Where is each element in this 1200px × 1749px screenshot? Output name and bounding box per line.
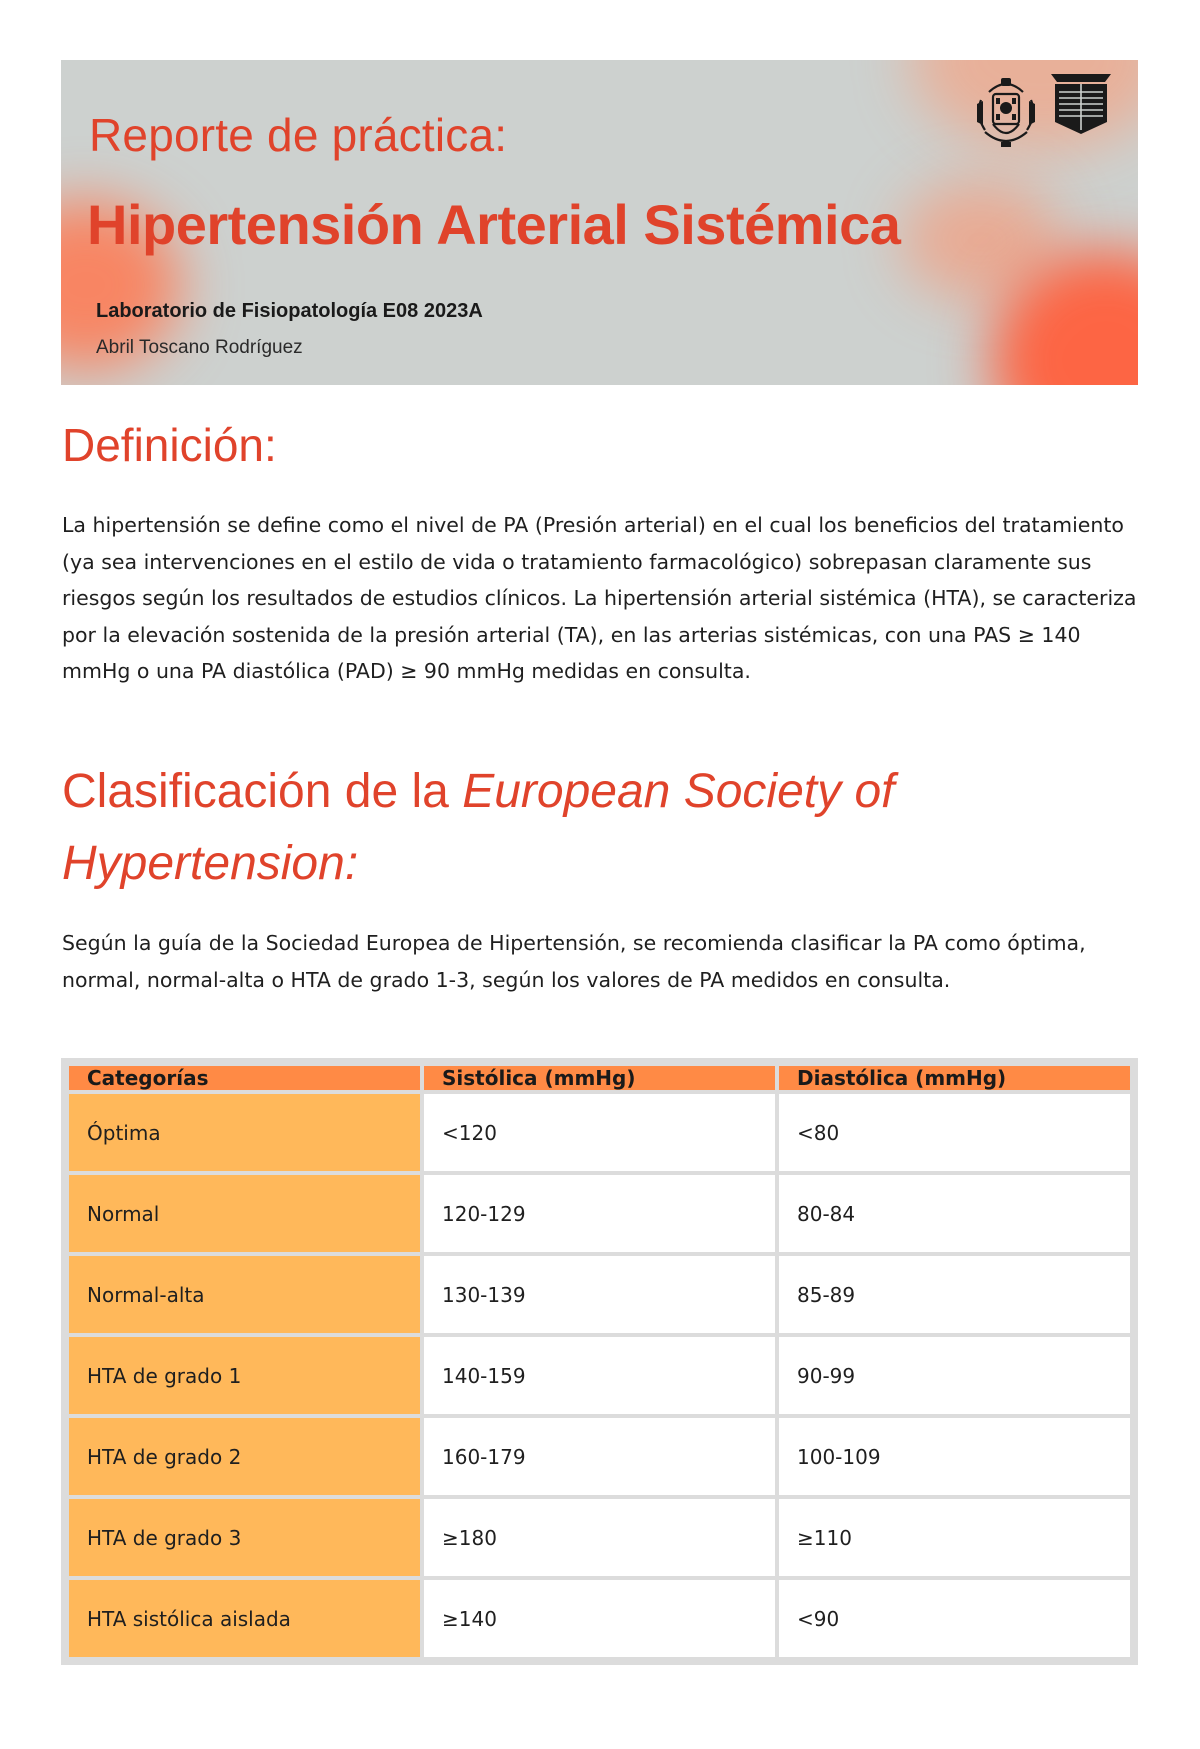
- category-cell: HTA sistólica aislada: [69, 1580, 420, 1657]
- column-header: Categorías: [69, 1066, 420, 1090]
- course-name: Laboratorio de Fisiopatología E08 2023A: [96, 300, 483, 322]
- category-cell: Óptima: [69, 1094, 420, 1171]
- classification-table: [65, 1062, 1134, 1661]
- column-header: Sistólica (mmHg): [424, 1066, 775, 1090]
- category-cell: Normal-alta: [69, 1256, 420, 1333]
- systolic-cell: <120: [424, 1094, 775, 1171]
- udg-shield-logo: [971, 70, 1121, 165]
- systolic-cell: 160-179: [424, 1418, 775, 1495]
- report-kicker: Reporte de práctica:: [89, 109, 508, 161]
- systolic-cell: 120-129: [424, 1175, 775, 1252]
- systolic-cell: 140-159: [424, 1337, 775, 1414]
- diastolic-cell: <80: [779, 1094, 1130, 1171]
- author-name: Abril Toscano Rodríguez: [96, 337, 303, 358]
- header-banner: [61, 60, 1138, 385]
- table-row: [69, 1337, 1130, 1414]
- diastolic-cell: 90-99: [779, 1337, 1130, 1414]
- category-cell: HTA de grado 3: [69, 1499, 420, 1576]
- bp-classification-table: [61, 1058, 1138, 1665]
- diastolic-cell: ≥110: [779, 1499, 1130, 1576]
- table-row: [69, 1175, 1130, 1252]
- category-cell: Normal: [69, 1175, 420, 1252]
- classification-heading: [62, 756, 1162, 900]
- column-header: Diastólica (mmHg): [779, 1066, 1130, 1090]
- table-row: [69, 1256, 1130, 1333]
- classification-heading-prefix: Clasificación de la: [62, 765, 463, 818]
- diastolic-cell: <90: [779, 1580, 1130, 1657]
- systolic-cell: ≥180: [424, 1499, 775, 1576]
- definition-paragraph: La hipertensión se define como el nivel de PA (Presión arterial) en el cual los beneficios del tratamiento (ya sea intervenciones en el estilo de vida o tratamiento farmacológico) sobrepasan claramente sus riesgos según los resultados de estudios clínicos. La hipertensión arterial sistémica (HTA), se caracteriza por la elevación sostenida de la presión arterial (TA), en las arterias sistémicas, con una PAS ≥ 140 mmHg o una PA diastólica (PAD) ≥ 90 mmHg medidas en consulta.: [62, 513, 1137, 683]
- table-row: [69, 1499, 1130, 1576]
- table-row: [69, 1094, 1130, 1171]
- classification-paragraph: Según la guía de la Sociedad Europea de Hipertensión, se recomienda clasificar la PA como óptima, normal, normal-alta o HTA de grado 1-3, según los valores de PA medidos en consulta.: [62, 931, 1086, 992]
- definition-heading: Definición:: [62, 419, 277, 471]
- table-row: [69, 1580, 1130, 1657]
- systolic-cell: ≥140: [424, 1580, 775, 1657]
- category-cell: HTA de grado 1: [69, 1337, 420, 1414]
- diastolic-cell: 80-84: [779, 1175, 1130, 1252]
- classification-heading-italic: European Society of Hypertension:: [62, 765, 895, 890]
- category-cell: HTA de grado 2: [69, 1418, 420, 1495]
- table-header-row: [69, 1066, 1130, 1090]
- diastolic-cell: 100-109: [779, 1418, 1130, 1495]
- systolic-cell: 130-139: [424, 1256, 775, 1333]
- table-row: [69, 1418, 1130, 1495]
- institution-logos: [971, 70, 1121, 165]
- cucs-logo: [1051, 74, 1111, 134]
- diastolic-cell: 85-89: [779, 1256, 1130, 1333]
- report-title: Hipertensión Arterial Sistémica: [87, 193, 901, 256]
